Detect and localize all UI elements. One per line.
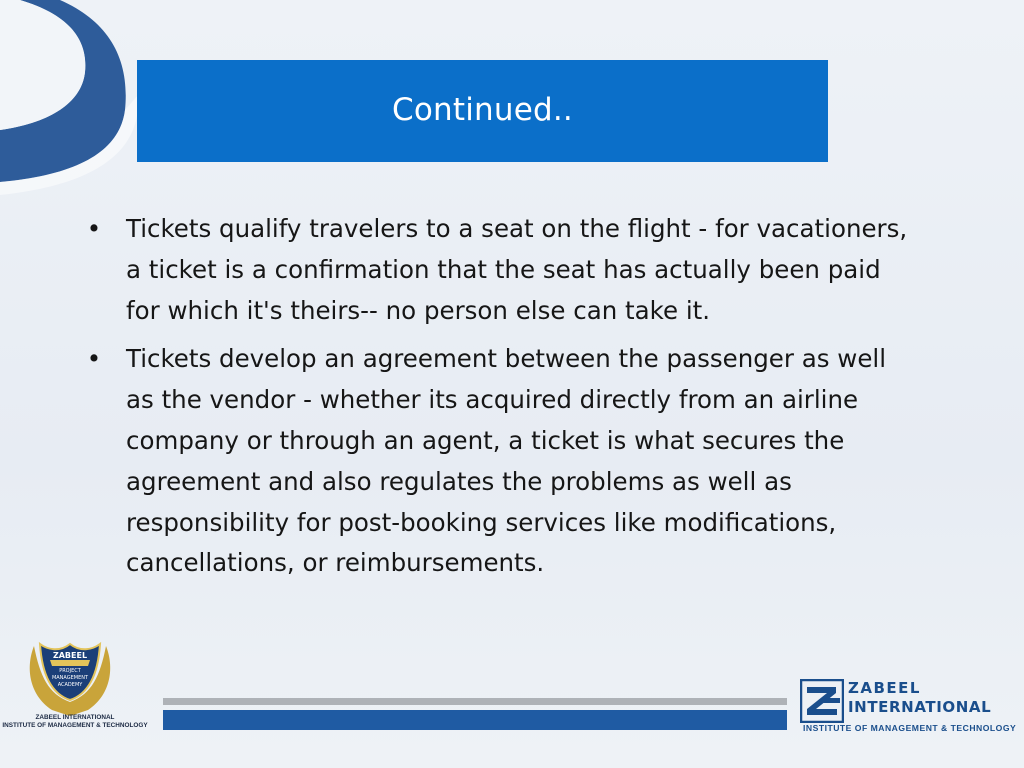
academy-caption-line2: INSTITUTE OF MANAGEMENT & TECHNOLOGY bbox=[2, 722, 148, 729]
logo-subtitle: INSTITUTE OF MANAGEMENT & TECHNOLOGY bbox=[803, 723, 1017, 733]
logo-name-zabeel: ZABEEL bbox=[848, 679, 921, 697]
bullet-text: Tickets develop an agreement between the passenger as well as the vendor - whether its acquired directly from an airline company or through an agent, a ticket is what secures the agreement and also regulates the problems as well as responsibility for post-booking services like modifications, cancellations, or reimbursements. bbox=[126, 344, 887, 578]
slide-title: Continued.. bbox=[392, 92, 573, 128]
bullet-item bbox=[84, 209, 914, 331]
badge-line-academy: ACADEMY bbox=[57, 682, 83, 688]
bullet-marker: • bbox=[86, 214, 102, 243]
badge-line-management: MANAGEMENT bbox=[51, 675, 89, 681]
badge-line-project: PROJECT bbox=[59, 668, 81, 674]
zabeel-z-icon bbox=[800, 679, 844, 723]
bullet-text: Tickets qualify travelers to a seat on the flight - for vacationers, a ticket is a confirmation that the seat has actually been paid for which it's theirs-- no person else can take it. bbox=[126, 214, 908, 325]
title-bar bbox=[137, 60, 828, 162]
bullet-item bbox=[84, 339, 914, 584]
bullet-list bbox=[84, 209, 914, 592]
footer-divider-grey bbox=[163, 698, 787, 705]
academy-badge-logo bbox=[22, 636, 118, 716]
bullet-marker: • bbox=[86, 344, 102, 374]
academy-caption-line1: ZABEEL INTERNATIONAL bbox=[35, 714, 115, 721]
badge-title: ZABEEL bbox=[52, 651, 88, 660]
footer-bar-blue bbox=[163, 710, 787, 730]
academy-caption bbox=[0, 714, 150, 730]
logo-name-international: INTERNATIONAL bbox=[848, 698, 992, 716]
